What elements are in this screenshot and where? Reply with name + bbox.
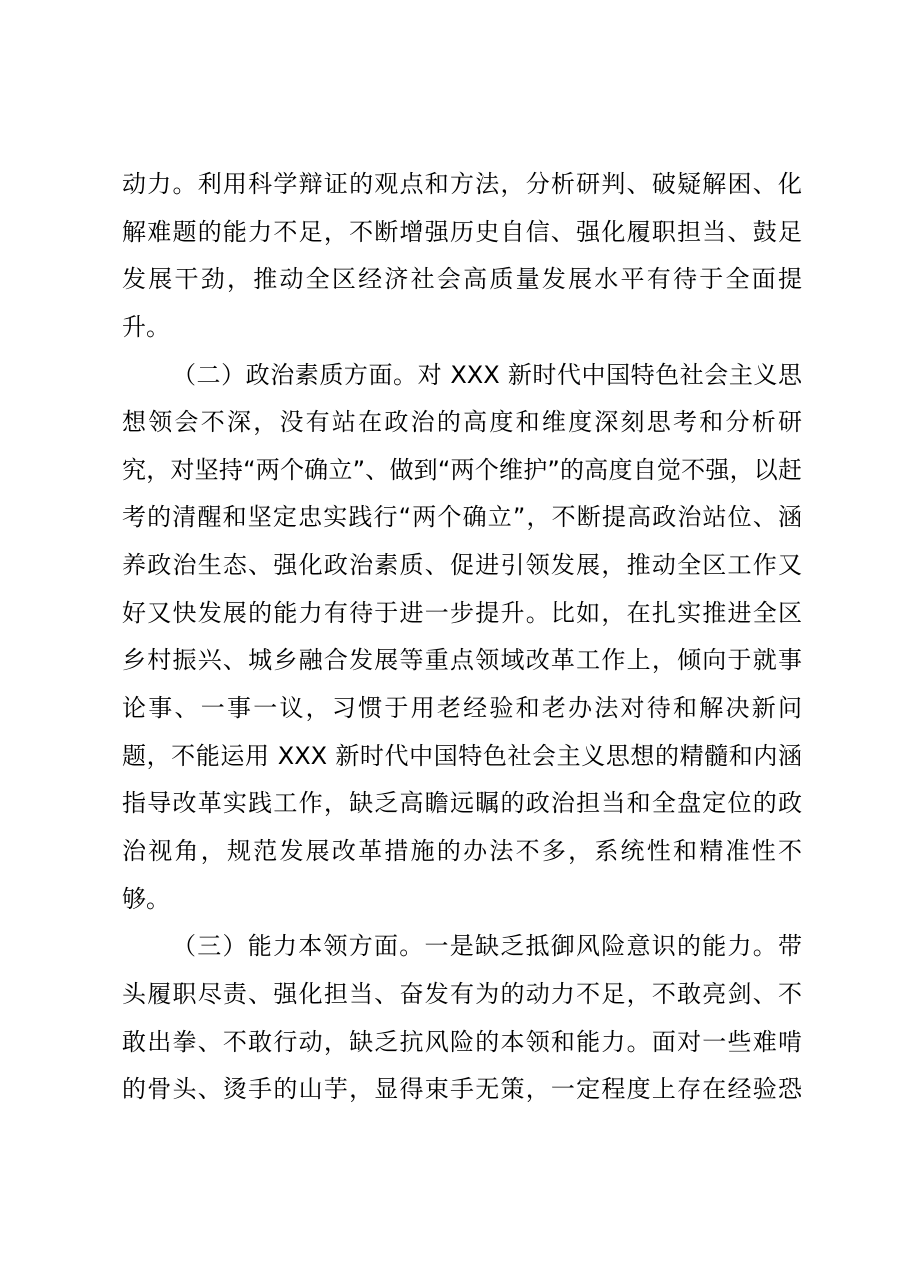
text-line: 头履职尽责、强化担当、奋发有为的动力不足，不敢亮剑、不 <box>122 979 802 1008</box>
section-heading-line: （三）能力本领方面。一是缺乏抵御风险意识的能力。带 <box>172 932 802 961</box>
text-line: 够。 <box>122 884 170 913</box>
text-line: 题，不能运用 XXX 新时代中国特色社会主义思想的精髓和内涵 <box>122 741 802 770</box>
text-line: 升。 <box>122 312 170 341</box>
text-line: 究，对坚持“两个确立”、做到“两个维护”的高度自觉不强，以赶 <box>122 455 802 484</box>
text-line: 乡村振兴、城乡融合发展等重点领域改革工作上，倾向于就事 <box>122 646 802 675</box>
text-line: 论事、一事一议，习惯于用老经验和老办法对待和解决新问 <box>122 694 802 723</box>
text-line: 敢出拳、不敢行动，缺乏抗风险的本领和能力。面对一些难啃 <box>122 1027 802 1056</box>
text-line: 好又快发展的能力有待于进一步提升。比如，在扎实推进全区 <box>122 598 802 627</box>
body-text <box>122 164 802 1117</box>
section-heading-line: （二）政治素质方面。对 XXX 新时代中国特色社会主义思 <box>172 360 802 389</box>
text-line: 治视角，规范发展改革措施的办法不多，系统性和精准性不 <box>122 836 802 865</box>
text-line: 解难题的能力不足，不断增强历史自信、强化履职担当、鼓足 <box>122 217 802 246</box>
text-line: 动力。利用科学辩证的观点和方法，分析研判、破疑解困、化 <box>122 170 802 198</box>
text-line: 想领会不深，没有站在政治的高度和维度深刻思考和分析研 <box>122 408 802 437</box>
text-line: 的骨头、烫手的山芋，显得束手无策，一定程度上存在经验恐 <box>122 1075 802 1104</box>
text-line: 指导改革实践工作，缺乏高瞻远瞩的政治担当和全盘定位的政 <box>122 789 802 818</box>
text-line: 考的清醒和坚定忠实践行“两个确立”，不断提高政治站位、涵 <box>122 503 802 532</box>
text-line: 养政治生态、强化政治素质、促进引领发展，推动全区工作又 <box>122 551 802 580</box>
text-line: 发展干劲，推动全区经济社会高质量发展水平有待于全面提 <box>122 265 802 294</box>
